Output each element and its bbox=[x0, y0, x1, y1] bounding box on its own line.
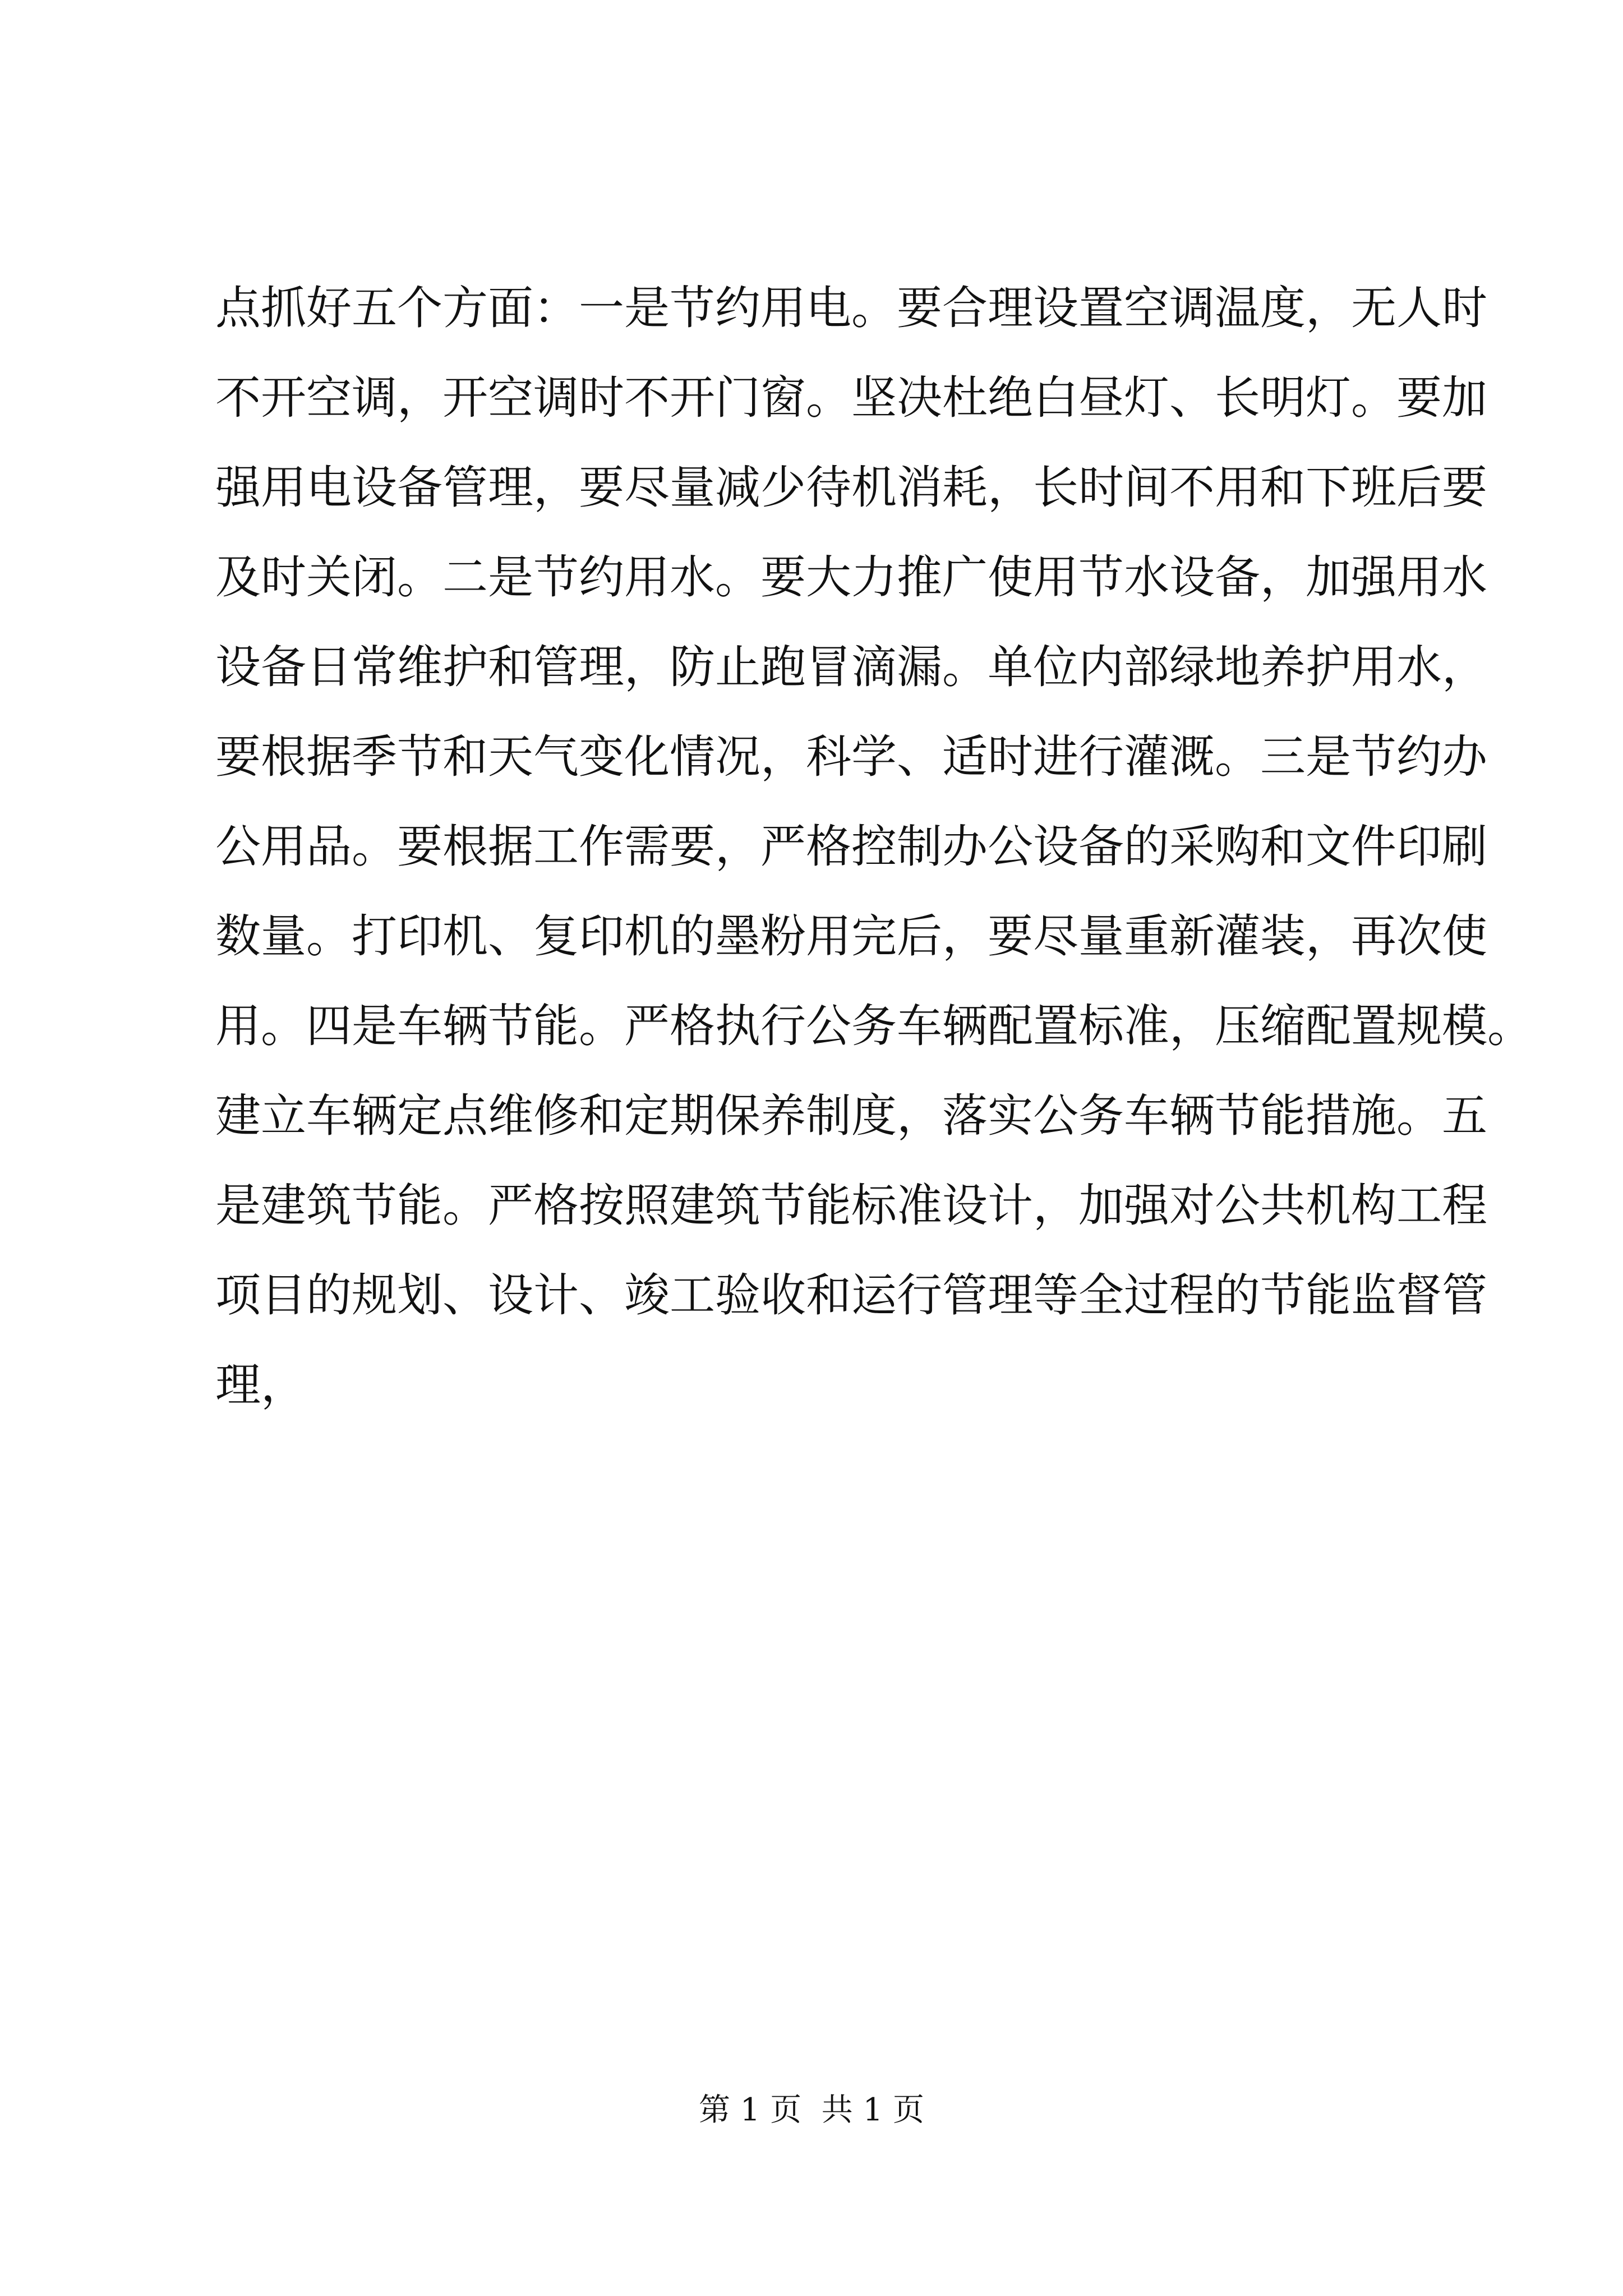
text-line: 及时关闭。二是节约用水。要大力推广使用节水设备，加强用水 bbox=[215, 551, 1488, 604]
text-line: 是建筑节能。严格按照建筑节能标准设计，加强对公共机构工程 bbox=[215, 1180, 1488, 1232]
text-line: 项目的规划、设计、竣工验收和运行管理等全过程的节能监督管 bbox=[215, 1269, 1488, 1322]
text-line: 建立车辆定点维修和定期保养制度，落实公务车辆节能措施。五 bbox=[215, 1090, 1488, 1143]
text-line: 用。四是车辆节能。严格执行公务车辆配置标准，压缩配置规模。 bbox=[215, 1000, 1533, 1053]
text-line: 不开空调，开空调时不开门窗。坚决杜绝白昼灯、长明灯。要加 bbox=[215, 372, 1488, 425]
text-line: 强用电设备管理，要尽量减少待机消耗，长时间不用和下班后要 bbox=[215, 462, 1488, 514]
text-line: 设备日常维护和管理，防止跑冒滴漏。单位内部绿地养护用水， bbox=[215, 641, 1488, 694]
text-line: 点抓好五个方面：一是节约用电。要合理设置空调温度，无人时 bbox=[215, 282, 1488, 335]
text-line: 公用品。要根据工作需要，严格控制办公设备的采购和文件印刷 bbox=[215, 821, 1488, 873]
text-line: 理， bbox=[215, 1359, 307, 1412]
body-paragraph bbox=[215, 264, 1533, 1430]
page-footer: 第 1 页 共 1 页 bbox=[698, 2092, 925, 2128]
text-line: 要根据季节和天气变化情况，科学、适时进行灌溉。三是节约办 bbox=[215, 731, 1488, 784]
text-line: 数量。打印机、复印机的墨粉用完后，要尽量重新灌装，再次使 bbox=[215, 910, 1488, 963]
